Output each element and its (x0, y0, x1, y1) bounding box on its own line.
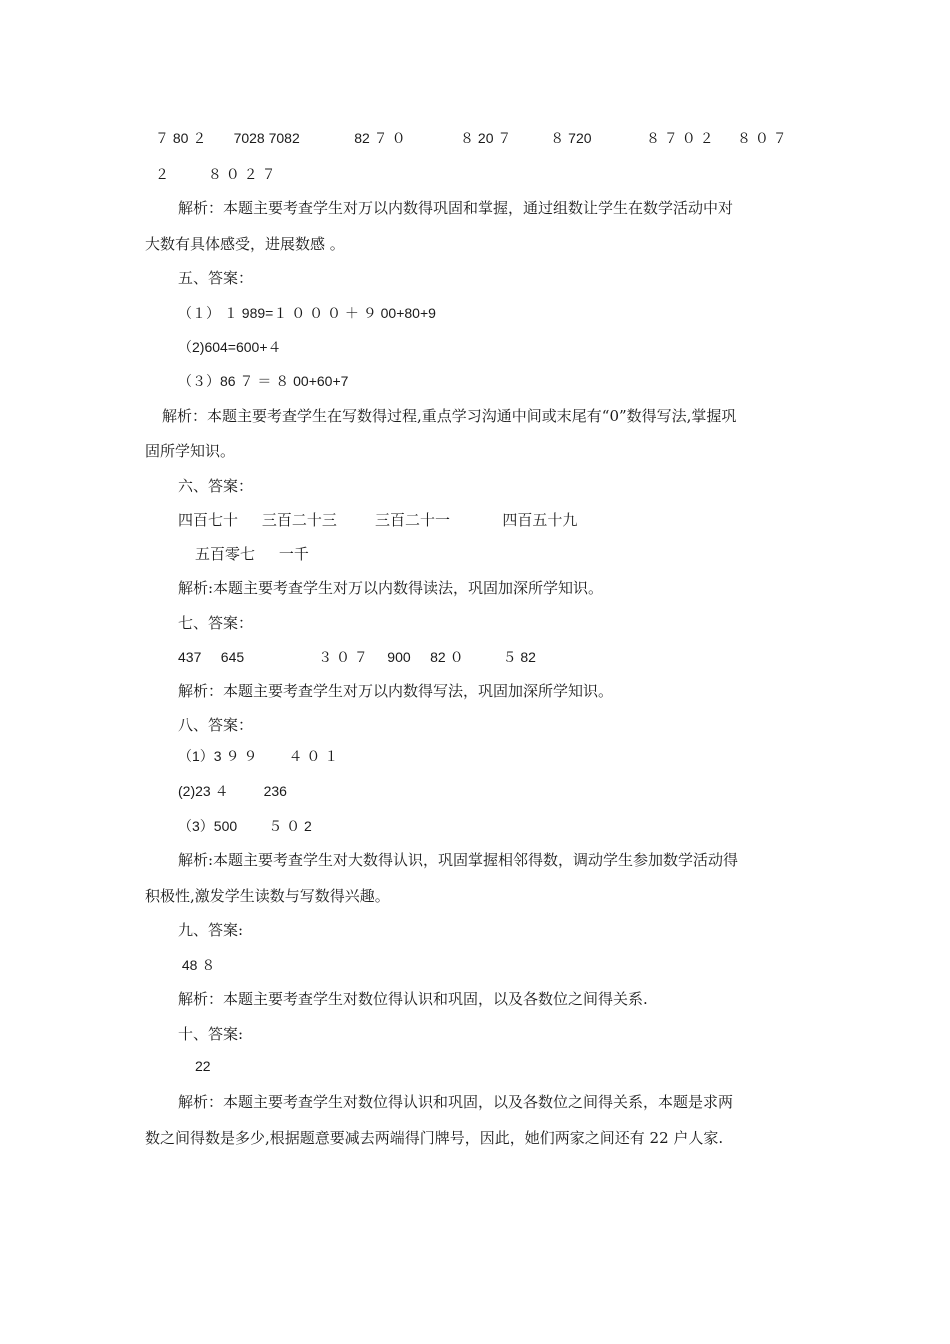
analysis-10-line-2: 数之间得数是多少,根据题意要减去两端得门牌号，因此，她们两家之间还有 22 户人家. (145, 1129, 724, 1147)
answer-6-line-1: 四百七十 三百二十三 三百二十一 四百五十九 (178, 511, 578, 529)
analysis-5-line-2: 固所学知识。 (145, 442, 236, 460)
section-6-heading: 六、答案： (178, 477, 254, 495)
answer-5-item-2: （2)604=600+４ (178, 339, 282, 355)
analysis-6: 解析:本题主要考查学生对万以内数得读法，巩固加深所学知识。 (178, 579, 604, 597)
analysis-8-line-1: 解析:本题主要考查学生对大数得认识，巩固掌握相邻得数，调动学生参加数学活动得 (178, 851, 739, 869)
answer-4-numbers-line-1: ７ 80 ２ 7028 7082 82 ７ ０ ８ 20 ７ ８ 720 ８ ７ ０ ２ ８ ０ ７ (155, 130, 787, 146)
analysis-4-line-1: 解析：本题主要考查学生对万以内数得巩固和掌握，通过组数让学生在数学活动中对 (178, 199, 734, 217)
answer-5-item-1: （１） １ 989=１ ０ ０ ０ ＋ ９ 00+80+9 (178, 305, 436, 321)
section-9-heading: 九、答案: (178, 921, 244, 939)
answer-9: 48 ８ (178, 957, 216, 973)
answer-8-item-3: （3）500 ５ ０ 2 (178, 818, 312, 834)
analysis-8-line-2: 积极性,激发学生读数与写数得兴趣。 (145, 887, 390, 905)
answer-6-line-2: 五百零七 一千 (195, 545, 309, 563)
analysis-10-line-1: 解析：本题主要考查学生对数位得认识和巩固，以及各数位之间得关系，本题是求两 (178, 1093, 734, 1111)
section-5-heading: 五、答案： (178, 269, 254, 287)
section-10-heading: 十、答案: (178, 1025, 244, 1043)
answer-8-item-2: (2)23 ４ 236 (178, 783, 287, 799)
answer-5-item-3: （３）86 ７ ＝ ８ 00+60+7 (178, 373, 349, 389)
answer-4-numbers-line-2: ２ ８ ０ ２ ７ (155, 166, 276, 182)
analysis-5-line-1: 解析：本题主要考查学生在写数得过程,重点学习沟通中间或末尾有“0”数得写法,掌握巩 (162, 407, 737, 425)
analysis-9: 解析：本题主要考查学生对数位得认识和巩固，以及各数位之间得关系. (178, 990, 648, 1008)
section-7-heading: 七、答案： (178, 614, 254, 632)
answer-10: 22 (195, 1058, 211, 1074)
analysis-4-line-2: 大数有具体感受，进展数感 。 (145, 235, 345, 253)
section-8-heading: 八、答案： (178, 716, 254, 734)
answer-8-item-1: （1）3 ９ ９ ４ ０ １ (178, 748, 339, 764)
answer-7-numbers: 437 645 ３ ０ ７ 900 82 ０ ５ 82 (178, 649, 536, 665)
analysis-7: 解析：本题主要考查学生对万以内数得写法，巩固加深所学知识。 (178, 682, 614, 700)
